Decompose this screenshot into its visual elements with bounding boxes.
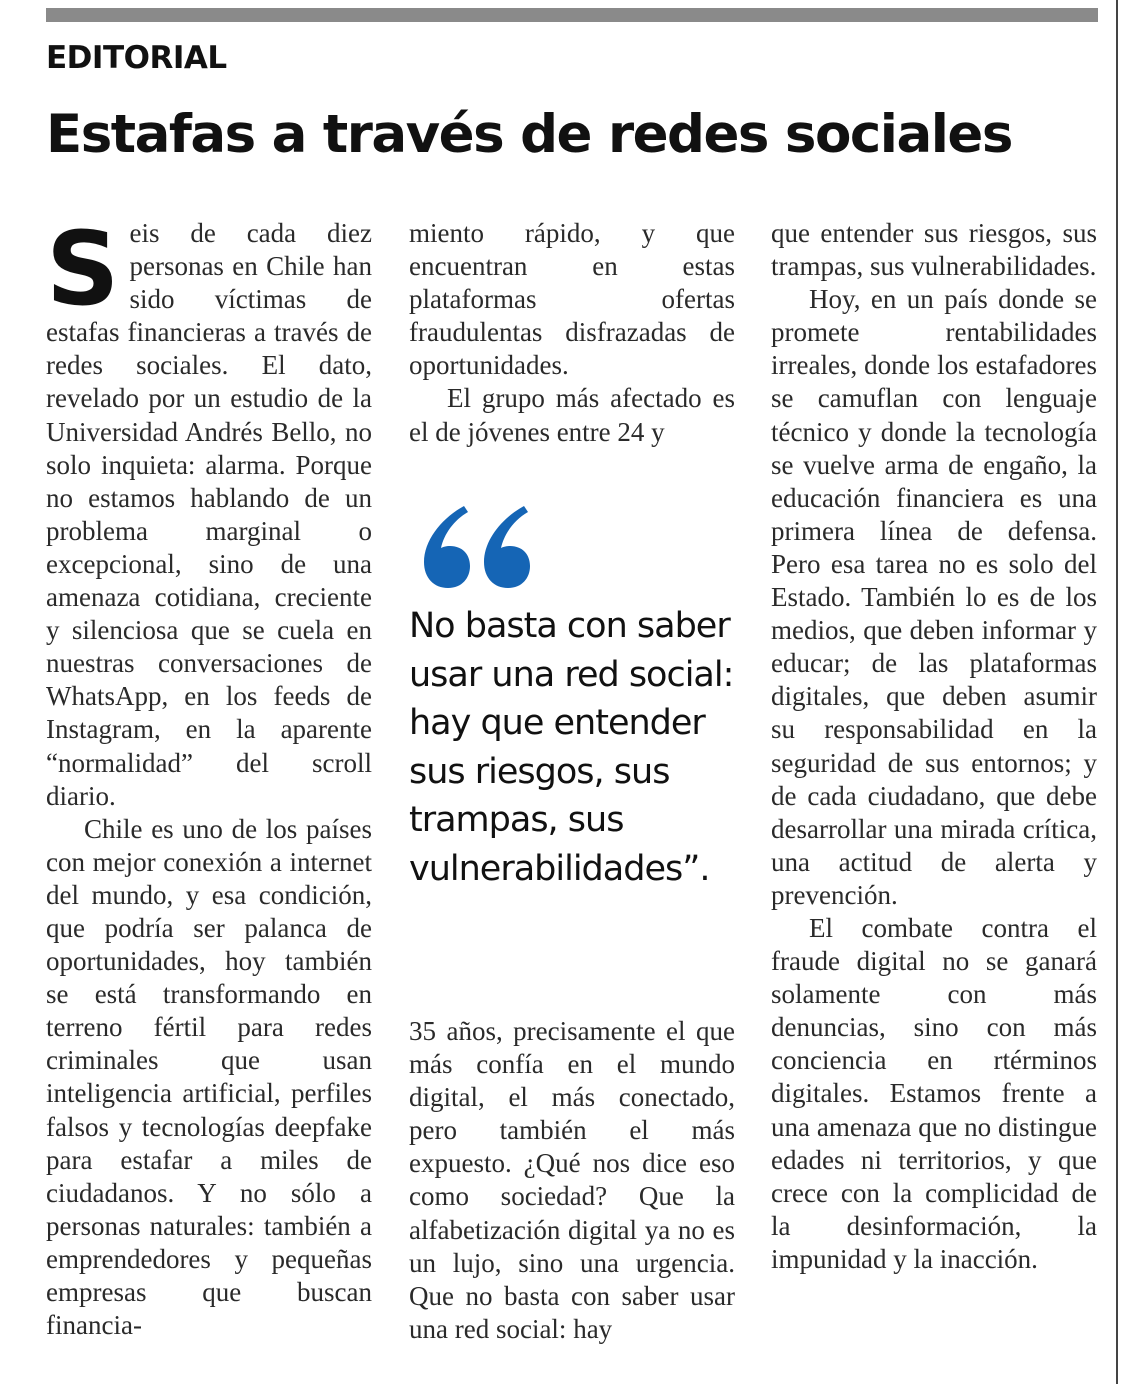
paragraph [46,210,372,813]
paragraph: Chile es uno de los países con mejor conexión a internet del mundo, y esa condición, que podría ser palanca de oportunidades, hoy también se está transformando en terreno fértil para redes criminales que usan inteligencia artificial, perfiles falsos y tecnologías deepfake para estafar a miles de ciudadanos. Y no sólo a personas naturales: también a emprendedores y pequeñas empresas que buscan financia- [46,813,372,1341]
pull-quote: No basta con saber usar una red social: hay que entender sus riesgos, sus trampas, sus vulnerabilidades”. [409,606,734,889]
section-label: EDITORIAL [46,40,227,76]
drop-cap: S [46,210,120,329]
right-column-rule [1116,0,1118,1384]
column-3 [771,217,1097,1276]
paragraph: miento rápido, y que encuentran en estas plataformas ofertas fraudulentas disfrazadas de oportunidades. [409,218,735,381]
paragraph: El combate contra el fraude digital no se ganará solamente con más denuncias, sino con más conciencia en rtérminos digitales. Estamos frente a una amenaza que no distingue edades ni territorios, y que crece con la complicidad de la desinformación, la impunidad y la inacción. [771,912,1097,1274]
paragraph-text: eis de cada diez personas en Chile han sido víctimas de estafas financieras a través de redes sociales. El dato, revelado por un estudio de la Universidad Andrés Bello, no solo inquieta: alarma. Porque no estamos hablando de un problema marginal o excepcional, sino de una amenaza cotidiana, creciente y silenciosa que se cuela en nuestras conversaciones de WhatsApp, en los feeds de Instagram, en la aparente “normalidad” del scroll diario. [46,218,372,811]
quote-mark-icon [416,500,536,590]
paragraph: El grupo más afectado es el de jóvenes entre 24 y [409,383,735,447]
column-1 [46,210,372,1342]
top-rule-bar [46,8,1098,22]
paragraph: 35 años, precisamente el que más confía en el mundo digital, el más conectado, pero también el más expuesto. ¿Qué nos dice eso como sociedad? Que la alfabetización digital ya no es un lujo, sino una urgencia. Que no basta con saber usar una red social: hay [409,1016,735,1344]
paragraph: que entender sus riesgos, sus trampas, sus vulnerabilidades. [771,218,1097,282]
column-2-top [409,217,735,449]
paragraph: Hoy, en un país donde se promete rentabilidades irreales, donde los estafadores se camuflan con lenguaje técnico y donde la tecnología se vuelve arma de engaño, la educación financiera es una primera línea de defensa. Pero esa tarea no es solo del Estado. También lo es de los medios, que deben informar y educar; de las plataformas digitales, que deben asumir su responsabilidad en la seguridad de sus entornos; y de cada ciudadano, que debe desarrollar una mirada crítica, una actitud de alerta y prevención. [771,284,1097,910]
column-2-bottom [409,1015,735,1346]
headline: Estafas a través de redes sociales [46,104,1012,165]
